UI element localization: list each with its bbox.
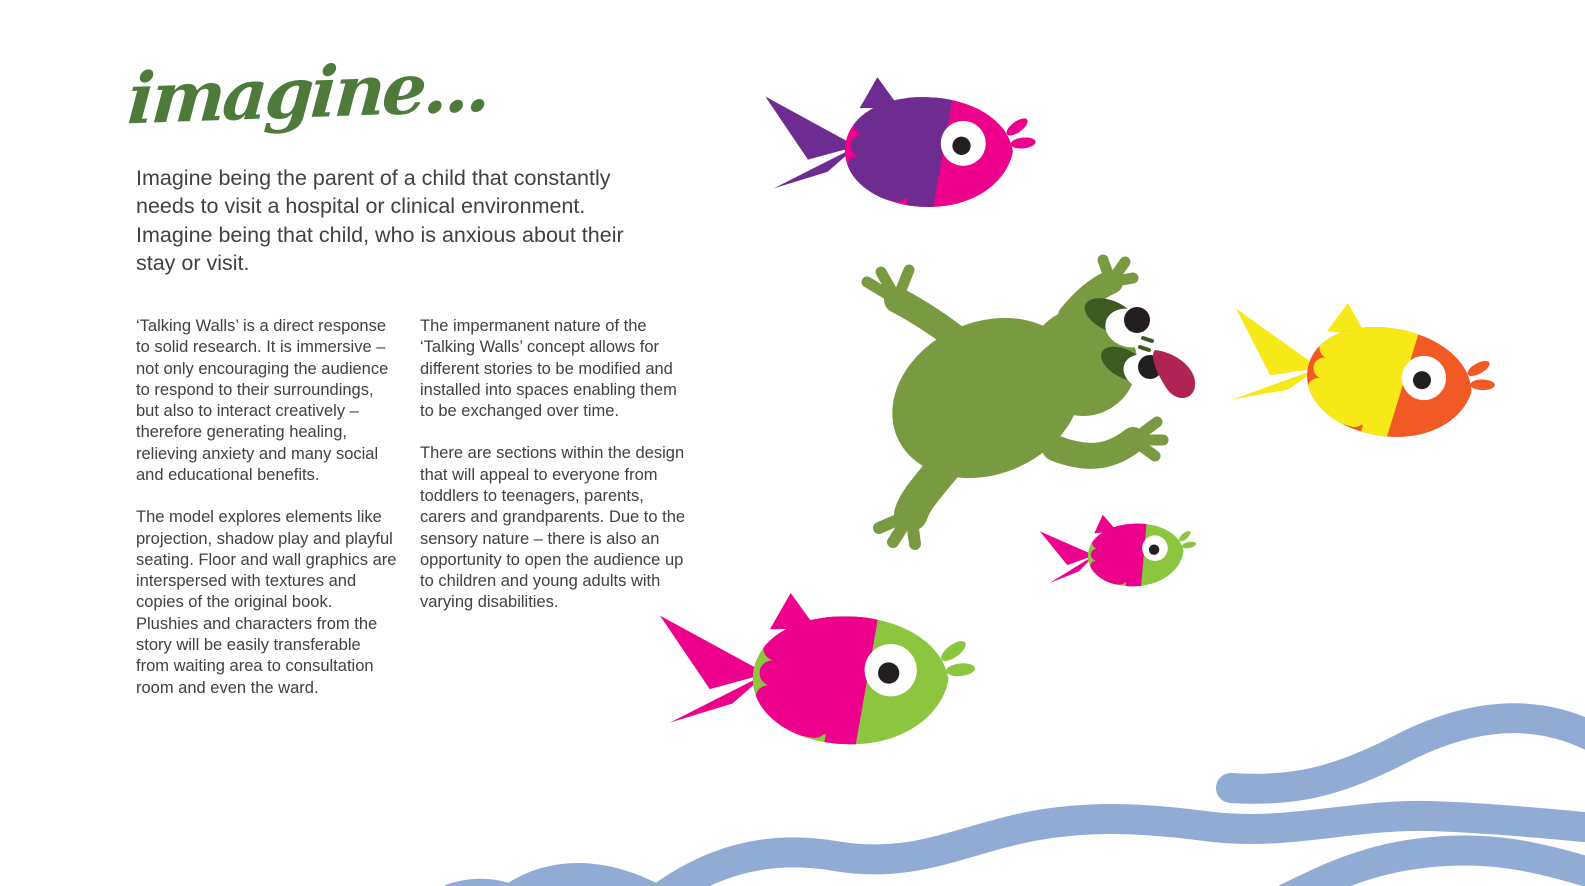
orange-fish-illustration xyxy=(1217,286,1506,458)
paragraph-sections: There are sections within the design that will appeal to everyone from toddlers to teenagers, parents, carers and grandparents. Due to the sensory nature – there is also an opportunity to open the audience up to children and young adults with varying disabilities. xyxy=(420,444,686,612)
page-title: imagine... xyxy=(125,44,491,141)
pink-fish-illustration xyxy=(760,73,1040,216)
frog-illustration xyxy=(815,250,1205,550)
paragraph-impermanent: The impermanent nature of the ‘Talking Walls’ concept allows for different stories to be modified and installed into spaces enabling them to be exchanged over time. xyxy=(420,317,677,421)
waves-illustration xyxy=(445,694,1585,886)
paragraph-model: The model explores elements like projection, shadow play and playful seating. Floor and wall graphics are interspersed with textures and copies of the original book. Plushies and characters from the story will be easily transferable from waiting area to consultation room and even the ward. xyxy=(136,508,397,697)
text-column-left xyxy=(136,316,398,720)
paragraph-research: ‘Talking Walls’ is a direct response to solid research. It is immersive – not only encouraging the audience to respond to their surroundings, but also to interact creatively – therefore generating healing, relieving anxiety and many social and educational benefits. xyxy=(136,317,389,484)
intro-paragraph: Imagine being the parent of a child that constantly needs to visit a hospital or clinical environment. Imagine being that child, who is anxious about their stay or visit. xyxy=(136,166,624,276)
text-column-right xyxy=(420,316,688,635)
